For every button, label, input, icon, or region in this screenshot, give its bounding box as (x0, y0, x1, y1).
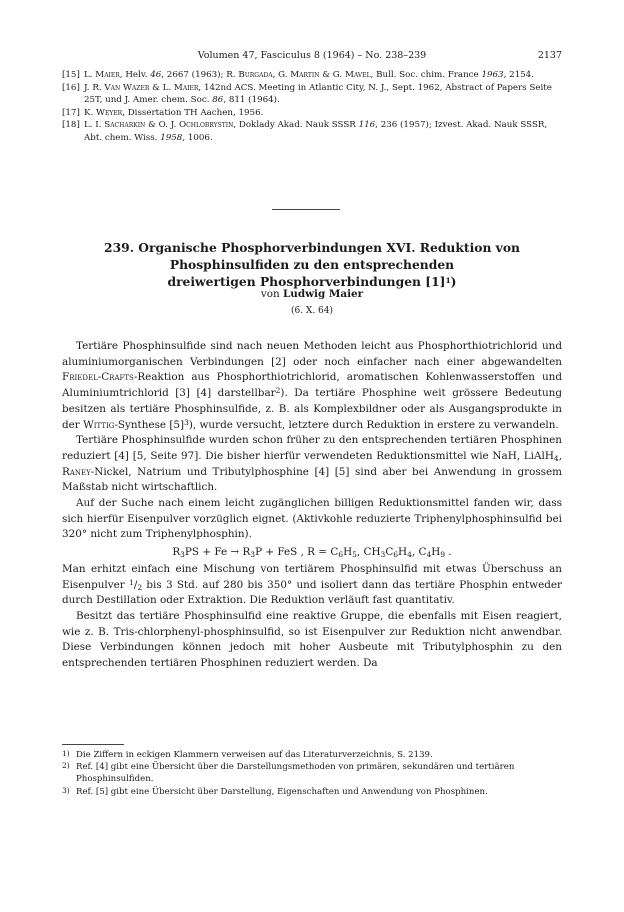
footnote-text: Ref. [4] gibt eine Übersicht über die Darstellungsmethoden von primären, sekundären und tertiären Phosphinsulfiden. (76, 762, 515, 785)
footnote-marker-paren: ) (450, 274, 457, 289)
ref-author: Mavel (344, 70, 371, 80)
footnote-marker: 3 (184, 417, 189, 427)
para-text: -Synthese [5] (114, 418, 185, 431)
ref-volume: 46 (150, 70, 162, 80)
eq-text: . (445, 546, 452, 559)
footnote-mark: 2) (62, 761, 70, 771)
subscript: 4 (426, 550, 432, 560)
ref-text: L. I. (84, 120, 105, 130)
ref-author: Martin (290, 70, 320, 80)
author-line (62, 288, 562, 300)
eq-text: , C (411, 546, 427, 559)
reference-item (62, 119, 562, 144)
paragraph: Auf der Suche nach einem leicht zugänglichen billigen Reduktionsmittel fanden wir, dass sich hierfür Eisenpulver vorzüglich eignet. (Aktivkohle reduzierte Triphenylphosphinsulfid bei 320° nicht zum Triphenylphosphin). (62, 497, 562, 541)
ref-text: , 2154. (503, 70, 534, 80)
ref-text: , 236 (1957); Izvest. Akad. Nauk SSSR, Abt. chem. Wiss. (84, 120, 548, 143)
paragraph (62, 433, 562, 496)
ref-text: & O. J. (145, 120, 180, 130)
ref-text: , Bull. Soc. chim. France (370, 70, 482, 80)
page-number: 2137 (537, 50, 562, 61)
person-name: Raney (62, 465, 91, 478)
ref-text: , Helv. (119, 70, 151, 80)
para-text: ), wurde versucht, letztere durch Reduktion in erstere zu verwandeln. (188, 418, 559, 431)
footnote (62, 749, 562, 761)
subscript: 3 (380, 550, 386, 560)
ref-year: 1958 (160, 132, 183, 143)
para-text: Tertiäre Phosphinsulfide wurden schon früher zu den entsprechenden tertiären Phosphinen reduziert [4] [5, Seite 97]. Die bisher hierfür verwendeten Reduktionsmittel wie NaH, LiAlH (62, 434, 562, 462)
footnote-text: Ref. [5] gibt eine Übersicht über Darstellung, Eigenschaften und Anwendung von Phosphinen. (76, 786, 488, 797)
eq-text: PS + Fe → R (184, 546, 251, 559)
author-name: Ludwig Maier (282, 288, 364, 300)
paragraph (62, 339, 562, 433)
footnote (62, 786, 562, 798)
ref-author: Sacharkin (104, 120, 146, 130)
reference-list (62, 69, 562, 144)
ref-text: L. (84, 70, 96, 80)
footnote-mark: 3) (62, 785, 70, 795)
eq-text: H (398, 546, 408, 559)
subscript: 5 (352, 550, 357, 560)
ref-volume: 116 (358, 120, 376, 130)
ref-text: , 811 (1964). (223, 95, 280, 105)
running-header (62, 50, 562, 64)
ref-author: Maier (95, 70, 120, 80)
ref-author: Burgada (238, 70, 273, 80)
reference-number: [17] (62, 107, 80, 118)
section-divider (272, 209, 340, 210)
author-prefix: von (260, 288, 283, 300)
title-text: dreiwertigen Phosphorverbindungen [1] (167, 274, 446, 289)
eq-text: H (431, 546, 441, 559)
ref-text: , 1006. (182, 132, 213, 143)
ref-author: Van Wazer (104, 82, 150, 93)
reference-item (62, 107, 562, 120)
subscript: 3 (180, 550, 185, 560)
subscript: 4 (407, 550, 412, 560)
subscript: 9 (440, 550, 446, 560)
footnote-mark: 1) (62, 749, 70, 758)
ref-author: Maier (173, 82, 199, 93)
reference-number: [18] (62, 120, 80, 130)
eq-text: R (172, 546, 181, 559)
subscript: 3 (250, 550, 256, 560)
ref-year: 1963 (481, 70, 504, 80)
title-line: 239. Organische Phosphorverbindungen XVI. Reduktion von (104, 240, 520, 255)
journal-info: Volumen 47, Fasciculus 8 (1964) – No. 238–239 (197, 50, 427, 61)
footnote (62, 761, 562, 785)
article-title (62, 239, 562, 290)
para-text: ). Da tertiäre Phosphine weit grössere Bedeutung besitzen als tertiäre Phosphinsulfide, z. B. als Komplexbildner oder als Ausgangsprodukte in der (62, 387, 562, 431)
eq-text: , CH (356, 546, 381, 559)
reference-number: [15] (62, 70, 80, 80)
reaction-equation (62, 545, 562, 561)
article-body (62, 339, 562, 672)
fraction-numerator: 1 (129, 577, 134, 587)
subscript: 4 (553, 453, 559, 463)
ref-text: & L. (149, 82, 174, 93)
paragraph: Besitzt das tertiäre Phosphinsulfid eine reaktive Gruppe, die ebenfalls mit Eisen reagiert, wie z. B. Tris-chlorphenyl-phosphinsulfid, so ist Eisenpulver zur Reduktion nicht anwendbar. Diese Verbindungen können jedoch mit hoher Ausbeute mit Tributylphosphin zu den entsprechenden tertiären Phosphinen reduziert werden. Da (62, 609, 562, 670)
para-text: -Nickel, Natrium und Tributylphosphine [4] [5] sind aber bei Anwendung in grossem Maßstab nicht wirtschaftlich. (62, 465, 562, 494)
received-date: (6. X. 64) (290, 306, 334, 316)
ref-text: , G. (272, 70, 291, 80)
ref-text: K. (84, 107, 97, 118)
ref-author: Weyer (96, 107, 123, 118)
footnote-rule (62, 744, 124, 745)
reference-number: [16] (62, 82, 80, 93)
title-line: Phosphinsulfiden zu den entsprechenden (169, 257, 455, 272)
reference-item (62, 69, 562, 82)
person-name: Wittig (83, 418, 115, 431)
footnote-marker: 2 (275, 386, 281, 396)
ref-text: & G. (319, 70, 345, 80)
eq-text: H (343, 546, 353, 559)
ref-text: , Dissertation TH Aachen, 1956. (122, 107, 264, 118)
footnotes (62, 749, 562, 798)
ref-text: J. R. (84, 82, 105, 93)
eq-text: P + FeS , R = C (255, 546, 339, 559)
para-text: Man erhitzt einfach eine Mischung von tertiärem Phosphinsulfid mit etwas Überschuss an Eisenpulver (62, 562, 562, 591)
ref-text: , Doklady Akad. Nauk SSSR (233, 120, 359, 130)
para-text: -Reaktion aus Phosphorthiotrichlorid, aromatischen Kohlenwasserstoffen und Aluminiumtrichlorid [3] [4] darstellbar (62, 371, 562, 400)
ref-author: Ochlobrystin (179, 120, 234, 130)
fraction-denominator: 2 (137, 582, 143, 592)
footnote-text: Die Ziffern in eckigen Klammern verweisen auf das Literaturverzeichnis, S. 2139. (76, 750, 433, 760)
para-text: , (558, 449, 562, 462)
subscript: 6 (393, 550, 399, 560)
fraction-slash: / (133, 578, 138, 591)
para-text: Tertiäre Phosphinsulfide sind nach neuen Methoden leicht aus Phosphorthiotrichlorid und aluminiumorganischen Verbindungen [2] oder noch einfacher nach einer abgewandelten (62, 340, 562, 368)
person-name: Friedel-Crafts (62, 371, 134, 384)
footnote-marker: 1 (445, 276, 451, 285)
ref-volume: 86 (212, 95, 224, 105)
eq-text: C (385, 546, 394, 559)
paragraph (62, 562, 562, 609)
reference-item (62, 82, 562, 107)
subscript: 6 (338, 550, 344, 560)
ref-text: , 142nd ACS. Meeting in Atlantic City, N. J., Sept. 1962, Abstract of Papers Seite 25T, und J. Amer. chem. Soc. (84, 82, 552, 105)
ref-text: , 2667 (1963); R. (161, 70, 239, 80)
para-text: bis 3 Std. auf 280 bis 350° und isoliert dann das tertiäre Phosphin entweder durch Destillation oder Extraktion. Die Reduktion verläuft fast quantitativ. (62, 578, 562, 607)
